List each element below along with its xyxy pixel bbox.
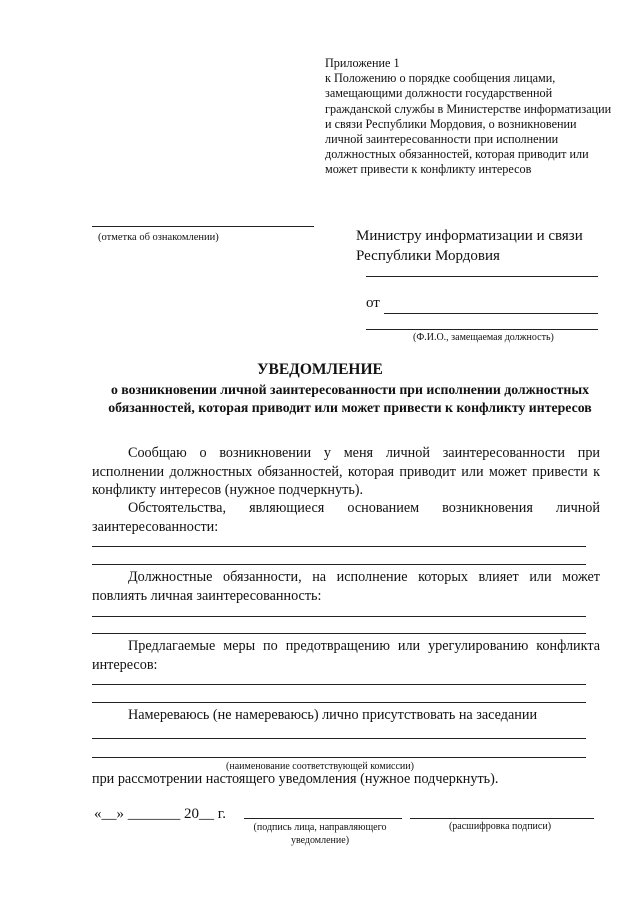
signature-date: «__» _______ 20__ г. [94, 806, 226, 822]
paragraph-circumstances [92, 499, 600, 536]
signature-line[interactable] [244, 818, 402, 819]
acknowledgement-line[interactable] [92, 226, 314, 227]
paragraph-measures [92, 637, 600, 674]
duties-line-1[interactable] [92, 616, 586, 617]
appendix-text: к Положению о порядке сообщения лицами, замещающими должности государственной гражданской службы в Министерстве информатизации и связи Республики Мордовия, о возникновении личной заинтересованности при исполнении должностных обязанностей, которая приводит или может привести к конфликту интересов [325, 71, 612, 177]
paragraph-circumstances-text: Обстоятельства, являющиеся основанием возникновения личной заинтересованности: [92, 500, 600, 535]
from-blank-line[interactable] [384, 313, 598, 314]
paragraph-attendance [92, 706, 600, 725]
fio-blank-line[interactable] [366, 329, 598, 330]
notice-title: УВЕДОМЛЕНИЕ [257, 361, 383, 378]
paragraph-report [92, 444, 600, 500]
addressee-block [356, 227, 616, 266]
commission-label: (наименование соответствующей комиссии) [226, 761, 414, 772]
measures-line-1[interactable] [92, 684, 586, 685]
signature-decode-label: (расшифровка подписи) [448, 821, 552, 832]
paragraph-measures-text: Предлагаемые меры по предотвращению или урегулированию конфликта интересов: [92, 638, 600, 673]
circumstances-line-1[interactable] [92, 546, 586, 547]
from-label: от [366, 295, 380, 311]
addressee-blank-line[interactable] [366, 276, 598, 277]
commission-line-2[interactable] [92, 757, 586, 758]
acknowledgement-label: (отметка об ознакомлении) [98, 232, 219, 243]
appendix-block [325, 56, 615, 178]
duties-line-2[interactable] [92, 633, 586, 634]
notice-subtitle: о возникновении личной заинтересованности при исполнении должностных обязанностей, которая приводит или может привести к конфликту интересов [108, 382, 592, 415]
paragraph-report-text: Сообщаю о возникновении у меня личной заинтересованности при исполнении должностных обязанностей, которая приводит или может привести к конфликту интересов (нужное подчеркнуть). [92, 445, 600, 498]
appendix-title: Приложение 1 [325, 56, 400, 70]
addressee-line1: Министру информатизации и связи [356, 228, 583, 244]
fio-label: (Ф.И.О., замещаемая должность) [413, 332, 554, 343]
paragraph-duties [92, 568, 600, 605]
circumstances-line-2[interactable] [92, 564, 586, 565]
measures-line-2[interactable] [92, 702, 586, 703]
commission-line-1[interactable] [92, 738, 586, 739]
paragraph-attendance-text: Намереваюсь (не намереваюсь) лично присутствовать на заседании [128, 707, 538, 723]
consideration-text: при рассмотрении настоящего уведомления (нужное подчеркнуть). [92, 771, 499, 787]
signature-label: (подпись лица, направляющего уведомление) [253, 822, 387, 846]
paragraph-duties-text: Должностные обязанности, на исполнение которых влияет или может повлиять личная заинтересованность: [92, 569, 600, 604]
addressee-line2: Республики Мордовия [356, 247, 500, 264]
signature-decode-line[interactable] [410, 818, 594, 819]
